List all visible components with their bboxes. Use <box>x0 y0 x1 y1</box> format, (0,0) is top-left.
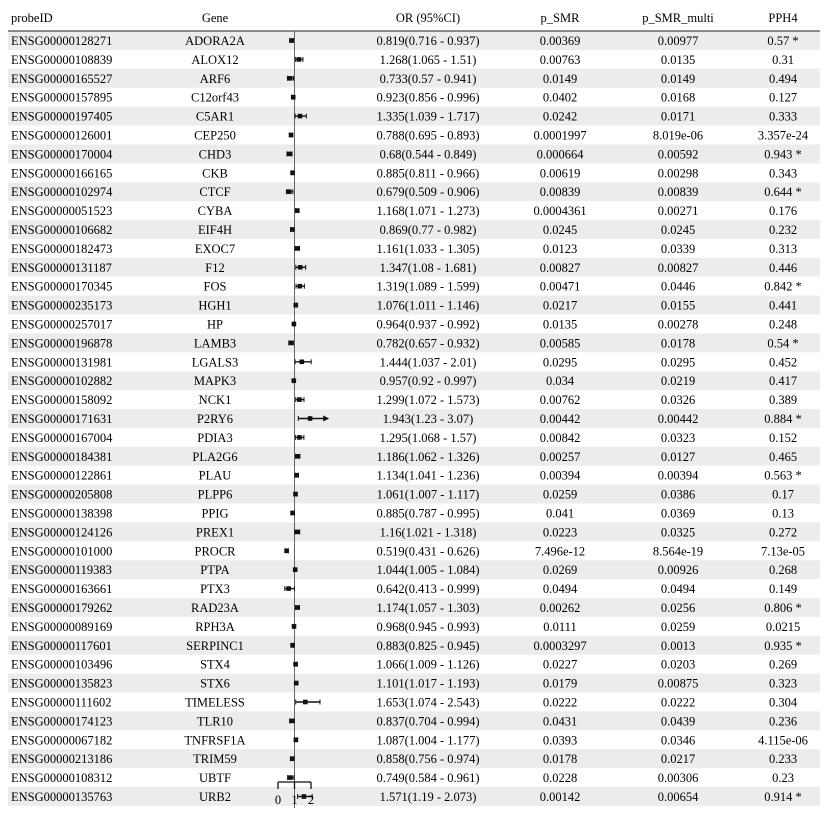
pph4-value: 0.452 <box>768 355 798 370</box>
gene-name: TIMELESS <box>185 695 245 710</box>
or-point <box>292 322 297 327</box>
or-ci-text: 1.571(1.19 - 2.073) <box>379 790 477 804</box>
or-ci-text: 1.044(1.005 - 1.084) <box>376 563 480 578</box>
p-smr-value: 0.000664 <box>536 147 584 162</box>
gene-name: UBTF <box>199 771 231 786</box>
p-smr-multi-value: 0.00839 <box>657 185 699 200</box>
p-smr-multi-value: 0.00442 <box>657 412 699 426</box>
or-point <box>290 643 295 648</box>
or-ci-text: 1.335(1.039 - 1.717) <box>376 109 480 124</box>
gene-name: TLR10 <box>196 714 234 729</box>
or-ci-text: 1.076(1.011 - 1.146) <box>376 298 480 313</box>
probe-id: ENSG00000197405 <box>11 109 113 124</box>
gene-name: F12 <box>205 260 225 275</box>
probe-id: ENSG00000103496 <box>11 657 113 672</box>
probe-id: ENSG00000102974 <box>11 185 113 200</box>
p-smr-multi-value: 0.0222 <box>660 695 696 710</box>
or-point <box>290 756 295 761</box>
p-smr-multi-value: 0.00394 <box>657 468 699 483</box>
p-smr-value: 0.0228 <box>542 771 578 786</box>
gene-name: C5AR1 <box>195 109 235 124</box>
p-smr-multi-value: 0.0171 <box>660 109 696 124</box>
p-smr-multi-value: 0.00654 <box>657 790 699 804</box>
pph4-value: 0.644 * <box>764 185 802 200</box>
or-point <box>293 492 298 497</box>
p-smr-multi-value: 0.00271 <box>657 204 699 219</box>
gene-name: RPH3A <box>195 619 235 634</box>
gene-name: C12orf43 <box>191 90 239 105</box>
or-point <box>303 700 308 705</box>
p-smr-multi-value: 0.00926 <box>657 563 699 578</box>
p-smr-multi-value: 0.00875 <box>657 676 699 691</box>
gene-name: PTX3 <box>200 582 230 597</box>
gene-name: CTCF <box>199 185 231 200</box>
pph4-value: 0.149 <box>768 582 798 597</box>
pph4-value: 0.563 * <box>764 468 802 483</box>
or-point <box>289 341 294 346</box>
gene-name: ALOX12 <box>191 52 239 67</box>
or-point <box>294 738 299 743</box>
probe-id: ENSG00000170345 <box>11 279 113 294</box>
pph4-value: 0.248 <box>768 317 798 332</box>
probe-id: ENSG00000205808 <box>11 487 113 502</box>
pph4-value: 0.494 <box>768 71 798 86</box>
or-ci-text: 0.819(0.716 - 0.937) <box>376 34 480 48</box>
probe-id: ENSG00000131187 <box>11 260 112 275</box>
p-smr-multi-value: 8.019e-06 <box>652 128 704 143</box>
p-smr-multi-value: 0.0245 <box>660 223 696 237</box>
p-smr-value: 0.0135 <box>542 317 578 332</box>
p-smr-value: 7.496e-12 <box>534 544 586 559</box>
gene-name: PLA2G6 <box>192 449 238 464</box>
p-smr-multi-value: 0.0013 <box>660 638 696 653</box>
probe-id: ENSG00000196878 <box>11 336 113 351</box>
or-point <box>287 152 292 157</box>
p-smr-multi-value: 0.00278 <box>657 317 699 332</box>
or-point <box>284 549 289 554</box>
p-smr-value: 0.041 <box>545 506 575 521</box>
probe-id: ENSG00000122861 <box>11 468 113 483</box>
or-ci-text: 1.174(1.057 - 1.303) <box>376 601 480 615</box>
pph4-value: 0.884 * <box>764 412 802 426</box>
or-ci-text: 0.923(0.856 - 0.996) <box>376 90 480 105</box>
gene-name: TNFRSF1A <box>184 733 246 748</box>
pph4-value: 0.943 * <box>764 147 802 162</box>
p-smr-value: 0.0269 <box>542 563 578 578</box>
probe-id: ENSG00000157895 <box>11 90 113 105</box>
p-smr-multi-value: 0.00298 <box>657 166 699 181</box>
probe-id: ENSG00000135823 <box>11 676 113 691</box>
probe-id: ENSG00000119383 <box>11 563 112 578</box>
probe-id: ENSG00000182473 <box>11 241 113 256</box>
or-point <box>293 567 298 572</box>
or-ci-text: 0.957(0.92 - 0.997) <box>379 374 477 389</box>
pph4-value: 0.806 * <box>764 601 802 615</box>
or-point <box>290 171 295 176</box>
or-ci-text: 1.061(1.007 - 1.117) <box>376 487 480 502</box>
p-smr-value: 0.0111 <box>543 619 577 634</box>
or-ci-text: 1.168(1.071 - 1.273) <box>376 204 480 219</box>
gene-name: STX4 <box>200 657 230 672</box>
gene-name: STX6 <box>200 676 230 691</box>
or-point <box>295 208 300 213</box>
p-smr-multi-value: 0.0178 <box>660 336 696 351</box>
p-smr-multi-value: 0.0295 <box>660 355 696 370</box>
pph4-value: 0.343 <box>768 166 798 181</box>
pph4-value: 0.304 <box>768 695 798 710</box>
p-smr-value: 0.00763 <box>539 52 581 67</box>
gene-name: HP <box>207 317 223 332</box>
pph4-value: 0.0215 <box>765 619 801 634</box>
or-ci-text: 0.837(0.704 - 0.994) <box>376 714 480 729</box>
gene-name: PTPA <box>200 563 230 578</box>
or-ci-text: 0.883(0.825 - 0.945) <box>376 638 480 653</box>
pph4-value: 0.323 <box>768 676 798 691</box>
or-point <box>298 284 303 289</box>
p-smr-multi-value: 0.0203 <box>660 657 696 672</box>
pph4-value: 0.152 <box>768 430 798 445</box>
pph4-value: 0.232 <box>768 223 798 237</box>
pph4-value: 0.333 <box>768 109 798 124</box>
p-smr-value: 0.00471 <box>539 279 581 294</box>
p-smr-multi-value: 0.0135 <box>660 52 696 67</box>
gene-name: PLPP6 <box>197 487 233 502</box>
or-ci-text: 0.964(0.937 - 0.992) <box>376 317 480 332</box>
gene-name: URB2 <box>199 790 231 804</box>
or-ci-text: 1.186(1.062 - 1.326) <box>376 449 480 464</box>
or-ci-text: 0.885(0.787 - 0.995) <box>376 506 480 521</box>
or-point <box>292 378 297 383</box>
or-ci-text: 1.066(1.009 - 1.126) <box>376 657 480 672</box>
or-point <box>290 511 295 516</box>
pph4-value: 7.13e-05 <box>760 544 806 559</box>
probe-id: ENSG00000171631 <box>11 412 113 426</box>
gene-name: P2RY6 <box>196 412 234 426</box>
gene-name: PROCR <box>194 544 236 559</box>
p-smr-value: 0.0222 <box>542 695 578 710</box>
column-header: p_SMR <box>540 11 580 25</box>
or-point <box>300 360 305 365</box>
or-point <box>298 114 303 119</box>
p-smr-multi-value: 0.0219 <box>660 374 696 389</box>
or-ci-text: 1.161(1.033 - 1.305) <box>376 241 480 256</box>
pph4-value: 0.54 * <box>767 336 799 351</box>
gene-name: ARF6 <box>199 71 231 86</box>
probe-id: ENSG00000179262 <box>11 601 113 615</box>
gene-name: MAPK3 <box>193 374 237 389</box>
or-ci-text: 0.968(0.945 - 0.993) <box>376 619 480 634</box>
or-ci-text: 0.733(0.57 - 0.941) <box>379 71 477 86</box>
or-point <box>297 397 302 402</box>
probe-id: ENSG00000158092 <box>11 393 113 408</box>
probe-id: ENSG00000101000 <box>11 544 113 559</box>
pph4-value: 0.176 <box>768 204 798 219</box>
pph4-value: 0.13 <box>772 506 794 521</box>
or-ci-text: 1.299(1.072 - 1.573) <box>376 393 480 408</box>
p-smr-value: 0.0004361 <box>533 204 587 219</box>
probe-id: ENSG00000165527 <box>11 71 113 86</box>
pph4-value: 0.914 * <box>764 790 802 804</box>
or-ci-text: 1.268(1.065 - 1.51) <box>379 52 477 67</box>
p-smr-value: 0.00394 <box>539 468 581 483</box>
p-smr-multi-value: 0.00827 <box>657 260 699 275</box>
p-smr-value: 0.00842 <box>539 430 581 445</box>
probe-id: ENSG00000131981 <box>11 355 113 370</box>
pph4-value: 4.115e-06 <box>758 733 808 748</box>
probe-id: ENSG00000128271 <box>11 34 113 48</box>
p-smr-multi-value: 0.00977 <box>657 34 699 48</box>
or-point <box>289 133 294 138</box>
pph4-value: 0.236 <box>768 714 798 729</box>
or-point <box>295 246 300 251</box>
gene-name: FOS <box>203 279 227 294</box>
p-smr-value: 0.0242 <box>542 109 578 124</box>
p-smr-multi-value: 0.0386 <box>660 487 696 502</box>
column-header: PPH4 <box>768 11 798 25</box>
p-smr-value: 0.0003297 <box>533 638 587 653</box>
pph4-value: 0.23 <box>772 771 794 786</box>
or-ci-text: 1.653(1.074 - 2.543) <box>376 695 480 710</box>
column-header: probeID <box>11 11 53 25</box>
p-smr-value: 0.00442 <box>539 412 581 426</box>
or-ci-text: 1.087(1.004 - 1.177) <box>376 733 480 748</box>
p-smr-value: 0.0494 <box>542 582 578 597</box>
or-point <box>291 95 296 100</box>
probe-id: ENSG00000163661 <box>11 582 113 597</box>
or-ci-text: 1.943(1.23 - 3.07) <box>382 412 474 426</box>
p-smr-value: 0.00369 <box>539 34 581 48</box>
p-smr-value: 0.00585 <box>539 336 581 351</box>
or-ci-text: 0.788(0.695 - 0.893) <box>376 128 480 143</box>
x-tick-label: 2 <box>307 793 315 807</box>
p-smr-value: 0.00827 <box>539 260 581 275</box>
or-point <box>290 227 295 232</box>
p-smr-value: 0.00142 <box>539 790 581 804</box>
or-ci-text: 1.101(1.017 - 1.193) <box>376 676 480 691</box>
or-point <box>294 303 299 308</box>
x-tick-label: 0 <box>274 793 282 807</box>
gene-name: PLAU <box>198 468 232 483</box>
gene-name: CEP250 <box>194 128 236 143</box>
p-smr-value: 0.0259 <box>542 487 578 502</box>
or-point <box>293 662 298 667</box>
column-header: Gene <box>201 11 229 25</box>
gene-name: TRIM59 <box>193 752 237 767</box>
pph4-value: 0.446 <box>768 260 798 275</box>
p-smr-value: 0.034 <box>545 374 575 389</box>
gene-name: NCK1 <box>198 393 232 408</box>
probe-id: ENSG00000089169 <box>11 619 113 634</box>
pph4-value: 0.268 <box>768 563 798 578</box>
gene-name: PDIA3 <box>197 430 233 445</box>
gene-name: CHD3 <box>198 147 232 162</box>
p-smr-multi-value: 0.0168 <box>660 90 696 105</box>
p-smr-value: 0.0223 <box>542 525 578 540</box>
p-smr-value: 0.00257 <box>539 449 581 464</box>
or-ci-text: 0.869(0.77 - 0.982) <box>379 223 477 237</box>
or-point <box>308 416 313 421</box>
probe-id: ENSG00000111602 <box>11 695 112 710</box>
gene-name: CYBA <box>197 204 233 219</box>
probe-id: ENSG00000067182 <box>11 733 113 748</box>
probe-id: ENSG00000235173 <box>11 298 113 313</box>
probe-id: ENSG00000106682 <box>11 223 113 237</box>
p-smr-multi-value: 0.0439 <box>660 714 696 729</box>
p-smr-value: 0.0245 <box>542 223 578 237</box>
gene-name: EXOC7 <box>194 241 236 256</box>
p-smr-value: 0.0295 <box>542 355 578 370</box>
or-point <box>302 794 307 799</box>
pph4-value: 0.31 <box>772 52 794 67</box>
gene-name: RAD23A <box>191 601 239 615</box>
probe-id: ENSG00000166165 <box>11 166 113 181</box>
gene-name: PREX1 <box>195 525 235 540</box>
p-smr-value: 0.0178 <box>542 752 578 767</box>
probe-id: ENSG00000117601 <box>11 638 112 653</box>
p-smr-multi-value: 0.0155 <box>660 298 696 313</box>
pph4-value: 0.842 * <box>764 279 802 294</box>
p-smr-multi-value: 0.0446 <box>660 279 696 294</box>
probe-id: ENSG00000138398 <box>11 506 113 521</box>
p-smr-multi-value: 0.0323 <box>660 430 696 445</box>
or-point <box>294 681 299 686</box>
or-point <box>288 76 293 81</box>
probe-id: ENSG00000184381 <box>11 449 113 464</box>
gene-name: HGH1 <box>198 298 232 313</box>
or-ci-text: 0.642(0.413 - 0.999) <box>376 582 480 597</box>
p-smr-value: 0.0179 <box>542 676 578 691</box>
p-smr-value: 0.0393 <box>542 733 578 748</box>
p-smr-multi-value: 0.0346 <box>660 733 696 748</box>
x-tick-label: 1 <box>291 793 298 807</box>
or-ci-text: 0.519(0.431 - 0.626) <box>376 544 480 559</box>
p-smr-multi-value: 0.0127 <box>660 449 696 464</box>
probe-id: ENSG00000108312 <box>11 771 113 786</box>
or-point <box>286 586 291 591</box>
p-smr-value: 0.0431 <box>542 714 578 729</box>
gene-name: EIF4H <box>197 223 233 237</box>
p-smr-multi-value: 0.0494 <box>660 582 696 597</box>
pph4-value: 0.233 <box>768 752 798 767</box>
column-header: OR (95%CI) <box>395 11 461 25</box>
p-smr-value: 0.0217 <box>542 298 578 313</box>
pph4-value: 0.389 <box>768 393 798 408</box>
pph4-value: 3.357e-24 <box>757 128 809 143</box>
or-point <box>287 189 292 194</box>
p-smr-value: 0.00839 <box>539 185 581 200</box>
probe-id: ENSG00000124126 <box>11 525 113 540</box>
or-point <box>289 38 294 43</box>
or-point <box>298 265 303 270</box>
or-point <box>294 473 299 478</box>
pph4-value: 0.313 <box>768 241 798 256</box>
probe-id: ENSG00000108839 <box>11 52 113 67</box>
probe-id: ENSG00000135763 <box>11 790 113 804</box>
p-smr-value: 0.00619 <box>539 166 581 181</box>
or-ci-text: 0.782(0.657 - 0.932) <box>376 336 480 351</box>
gene-name: LGALS3 <box>191 355 239 370</box>
p-smr-multi-value: 0.00592 <box>657 147 699 162</box>
p-smr-value: 0.0402 <box>542 90 578 105</box>
column-header: p_SMR_multi <box>642 11 714 25</box>
probe-id: ENSG00000051523 <box>11 204 113 219</box>
p-smr-multi-value: 0.0149 <box>660 71 696 86</box>
or-ci-text: 1.444(1.037 - 2.01) <box>379 355 477 370</box>
probe-id: ENSG00000174123 <box>11 714 113 729</box>
or-ci-text: 0.749(0.584 - 0.961) <box>376 771 480 786</box>
pph4-value: 0.417 <box>768 374 798 389</box>
probe-id: ENSG00000257017 <box>11 317 113 332</box>
probe-id: ENSG00000126001 <box>11 128 113 143</box>
probe-id: ENSG00000170004 <box>11 147 113 162</box>
p-smr-multi-value: 0.0256 <box>660 601 696 615</box>
probe-id: ENSG00000102882 <box>11 374 113 389</box>
or-ci-text: 0.68(0.544 - 0.849) <box>379 147 477 162</box>
p-smr-value: 0.0001997 <box>533 128 587 143</box>
p-smr-value: 0.00762 <box>539 393 581 408</box>
p-smr-multi-value: 0.0369 <box>660 506 696 521</box>
pph4-value: 0.441 <box>768 298 798 313</box>
or-ci-text: 1.295(1.068 - 1.57) <box>379 430 477 445</box>
or-point <box>297 435 302 440</box>
or-ci-text: 1.16(1.021 - 1.318) <box>379 525 477 540</box>
gene-name: ADORA2A <box>185 34 245 48</box>
p-smr-value: 0.0123 <box>542 241 578 256</box>
p-smr-multi-value: 0.0217 <box>660 752 696 767</box>
pph4-value: 0.127 <box>768 90 798 105</box>
p-smr-multi-value: 0.0325 <box>660 525 696 540</box>
or-ci-text: 0.858(0.756 - 0.974) <box>376 752 480 767</box>
gene-name: PPIG <box>201 506 229 521</box>
or-point <box>295 530 300 535</box>
or-point <box>295 454 300 459</box>
pph4-value: 0.17 <box>772 487 794 502</box>
p-smr-multi-value: 8.564e-19 <box>652 544 704 559</box>
or-ci-text: 1.347(1.08 - 1.681) <box>379 260 477 275</box>
p-smr-multi-value: 0.0326 <box>660 393 696 408</box>
or-ci-text: 0.885(0.811 - 0.966) <box>376 166 480 181</box>
p-smr-value: 0.00262 <box>539 601 581 615</box>
probe-id: ENSG00000167004 <box>11 430 113 445</box>
p-smr-multi-value: 0.00306 <box>657 771 699 786</box>
or-point <box>290 719 295 724</box>
p-smr-value: 0.0227 <box>542 657 578 672</box>
or-point <box>288 775 293 780</box>
pph4-value: 0.269 <box>768 657 798 672</box>
gene-name: CKB <box>202 166 228 181</box>
p-smr-multi-value: 0.0339 <box>660 241 696 256</box>
probe-id: ENSG00000213186 <box>11 752 113 767</box>
gene-name: LAMB3 <box>193 336 237 351</box>
p-smr-value: 0.0149 <box>542 71 578 86</box>
gene-name: SERPINC1 <box>186 638 244 653</box>
or-ci-text: 0.679(0.509 - 0.906) <box>376 185 480 200</box>
or-point <box>292 624 297 629</box>
or-ci-text: 1.319(1.089 - 1.599) <box>376 279 480 294</box>
pph4-value: 0.272 <box>768 525 798 540</box>
pph4-value: 0.935 * <box>764 638 802 653</box>
or-point <box>297 57 302 62</box>
or-ci-text: 1.134(1.041 - 1.236) <box>376 468 480 483</box>
or-point <box>295 605 300 610</box>
pph4-value: 0.57 * <box>767 34 799 48</box>
p-smr-multi-value: 0.0259 <box>660 619 696 634</box>
pph4-value: 0.465 <box>768 449 798 464</box>
